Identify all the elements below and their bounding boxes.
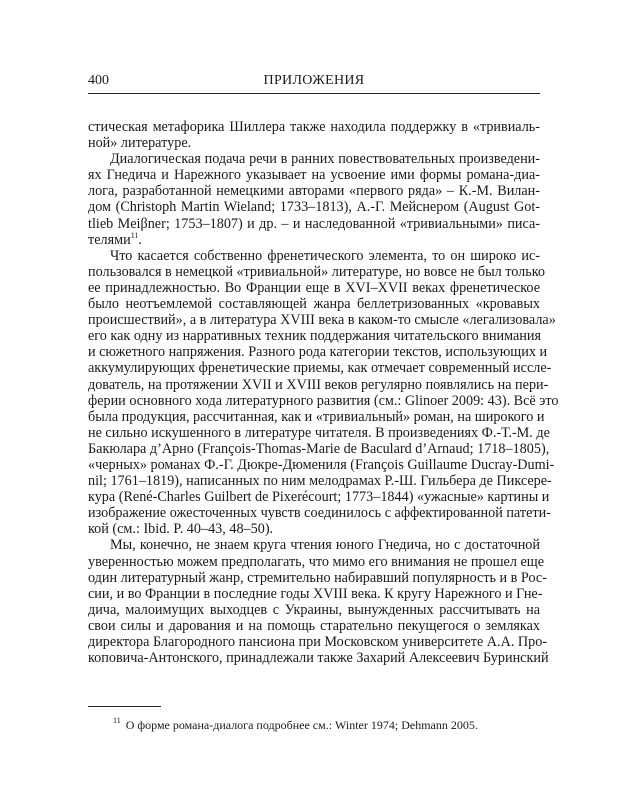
line-text: изображение ожесточенных чувств соединилось с аффектированной патети- xyxy=(88,505,551,522)
line-text: не сильно искушенного в литературе читателя. В произведениях Ф.-Т.-М. де xyxy=(88,424,550,441)
text-line xyxy=(88,119,540,135)
paragraph xyxy=(88,537,549,667)
line-text: «черных» романах Ф.-Г. Дюкре-Дюмениля (François Guillaume Ducray-Dumi- xyxy=(88,456,555,473)
footnote-text: О форме романа-диалога подробнее см.: Winter 1974; Dehmann 2005. xyxy=(125,718,478,732)
line-text: и сюжетного напряжения. Разного рода категории текстов, использующих и xyxy=(88,344,548,361)
text-line xyxy=(88,328,540,344)
text-line xyxy=(88,505,551,522)
text-line xyxy=(88,376,549,393)
footnote-number: 11 xyxy=(113,716,121,725)
line-text: уверенностью можем предполагать, что мимо его внимания не прошел еще xyxy=(88,553,544,570)
footnote xyxy=(113,718,478,733)
line-text: ях Гнедича и Нарежного указывает на усвоение ими формы романа-диа- xyxy=(88,167,540,184)
footnote-divider xyxy=(88,706,161,707)
text-line xyxy=(88,296,540,312)
text-line xyxy=(88,408,545,425)
page-number: 400 xyxy=(88,73,109,88)
line-text: свои силы и дарования и на помощь старательно пекущегося о земляках xyxy=(88,617,540,634)
line-text: один литературный жанр, стремительно набиравший популярность и в Рос- xyxy=(88,569,547,586)
text-line xyxy=(88,263,545,280)
line-text: происшествий», а в литература XVIII века в каком-то смысле «легализовала» xyxy=(88,312,556,329)
line-text: Что касается собственно френетического элемента, то он широко ис- xyxy=(110,247,540,264)
line-text: кой (см.: Ibid. P. 40–43, 48–50). xyxy=(88,521,274,538)
text-line xyxy=(88,360,552,377)
line-text: tlieb Meiβner; 1753–1807) и др. – и наследованной «тривиальными» писа- xyxy=(88,215,540,232)
line-text: его как одну из нарративных техник поддержания читательского внимания xyxy=(88,328,541,345)
line-text: дича, малоимущих выходцев с Украины, вынужденных рассчитывать на xyxy=(88,601,540,618)
body-text xyxy=(88,119,559,667)
text-line xyxy=(88,135,540,151)
line-text: кура (René-Charles Guilbert de Pixerécourt; 1773–1844) «ужасные» картины и xyxy=(88,489,550,506)
line-text: дом (Christoph Martin Wieland; 1733–1813), А.-Г. Мейснером (August Got- xyxy=(88,199,540,216)
text-line xyxy=(88,650,549,667)
text-line xyxy=(88,537,540,553)
line-text: лога, разработанной немецкими авторами «первого ряда» – К.-М. Вилан- xyxy=(88,183,540,200)
line-text: аккумулирующих френетические приемы, как отмечает современный иссле- xyxy=(88,360,552,377)
line-text: пользовался в немецкой «тривиальной» литературе, но вовсе не был только xyxy=(88,263,545,280)
text-line xyxy=(88,392,559,409)
line-text: сии, и во Франции в последние годы XVIII века. К кругу Нарежного и Гне- xyxy=(88,585,543,602)
paragraph xyxy=(88,151,540,248)
line-text: Мы, конечно, не знаем круга чтения юного Гнедича, но с достаточной xyxy=(110,537,540,554)
text-line xyxy=(88,312,556,329)
text-line xyxy=(88,618,540,634)
line-text: было неотъемлемой составляющей жанра беллетризованных «кровавых xyxy=(88,296,540,313)
line-text: коповича-Антонского, принадлежали также Захарий Алексеевич Буринский xyxy=(88,650,549,667)
text-line xyxy=(88,521,540,537)
running-title: ПРИЛОЖЕНИЯ xyxy=(263,73,365,88)
text-line xyxy=(88,424,550,441)
line-text: телями xyxy=(88,231,131,248)
text-line xyxy=(88,585,543,602)
text-line xyxy=(88,489,550,506)
text-line xyxy=(88,167,540,183)
text-line xyxy=(88,602,540,618)
text-line xyxy=(88,216,540,232)
paragraph xyxy=(88,119,540,151)
line-text: дователь, на протяжении XVII и XVIII веков регулярно появлялись на пери- xyxy=(88,376,549,393)
text-line xyxy=(88,473,552,490)
text-line xyxy=(88,280,540,296)
text-line xyxy=(88,248,540,264)
line-text: ной» литературе. xyxy=(88,135,192,152)
text-line xyxy=(88,232,540,248)
text-line xyxy=(88,456,555,473)
text-line xyxy=(88,440,550,457)
line-text: Диалогическая подача речи в ранних повествовательных произведени- xyxy=(110,151,540,168)
line-text: ее принадлежностью. Во Франции еще в XVI–XVII веках френетическое xyxy=(88,279,540,296)
line-text: была продукция, рассчитанная, как и «тривиальный» роман, на широкого и xyxy=(88,408,545,425)
text-line xyxy=(88,553,544,570)
line-text: ферии основного хода литературного развития (см.: Glinoer 2009: 43). Всё это xyxy=(88,392,559,409)
text-line xyxy=(88,183,540,199)
line-text: стическая метафорика Шиллера также находила поддержку в «тривиаль- xyxy=(88,119,540,135)
running-header xyxy=(88,73,540,94)
text-line xyxy=(88,344,548,361)
line-text: директора Благородного пансиона при Московском университете А.А. Про- xyxy=(88,634,548,650)
text-line xyxy=(88,569,547,586)
text-line xyxy=(88,199,540,215)
line-text: Бакюлара д’Арно (François-Thomas-Marie de Baculard d’Arnaud; 1718–1805), xyxy=(88,440,550,457)
punctuation: . xyxy=(138,231,142,248)
text-line xyxy=(88,634,548,650)
paragraph xyxy=(88,247,559,538)
footnote-reference[interactable]: 11 xyxy=(130,230,139,240)
line-text: nil; 1761–1819), написанных по ним мелодрамах Р.-Ш. Гильбера де Пиксере- xyxy=(88,473,552,490)
text-line xyxy=(88,151,540,167)
